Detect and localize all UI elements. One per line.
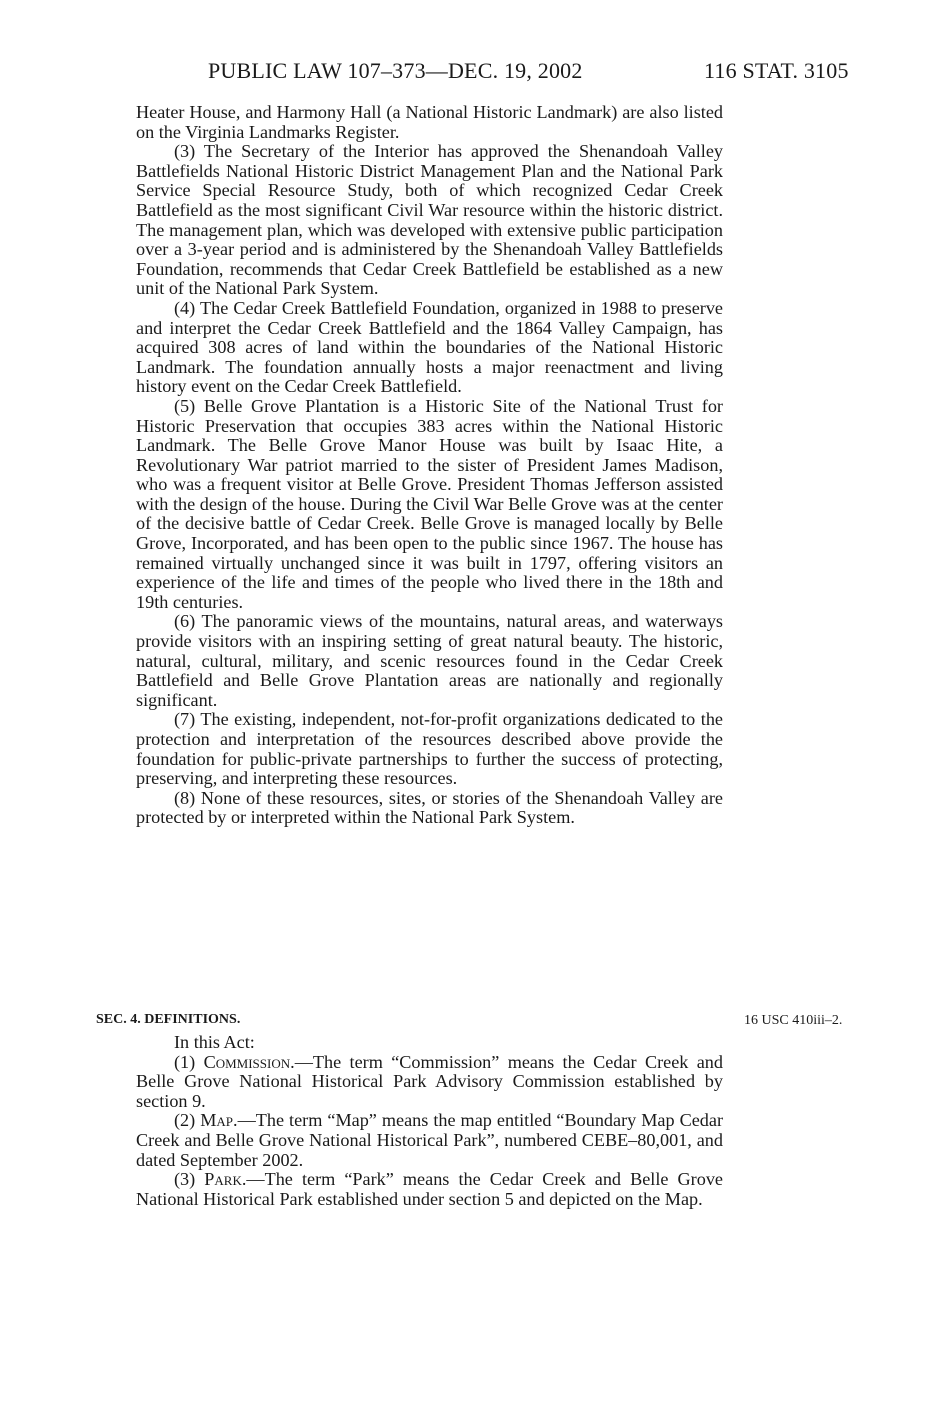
definition-term: Map	[200, 1110, 234, 1131]
definition-term: Park	[204, 1169, 242, 1190]
paragraph-continuation: Heater House, and Harmony Hall (a National Historic Landmark) are also listed on the Virginia Landmarks Register.	[136, 102, 723, 142]
margin-citation: 16 USC 410iii–2.	[744, 1013, 843, 1028]
body-text	[136, 103, 723, 828]
definition-text: .—The term “Commission” means the Cedar Creek and Belle Grove National Historical Park Advisory Commission established by section 9.	[136, 1051, 723, 1111]
definition-term: Commission	[203, 1051, 291, 1072]
definition-park	[136, 1170, 723, 1209]
paragraph-4: (4) The Cedar Creek Battlefield Foundation, organized in 1988 to preserve and interpret the Cedar Creek Battlefield and the 1864 Valley Campaign, has acquired 308 acres of land within the boundaries of the National Historic Landmark. The foundation annually hosts a major reenactment and living history event on the Cedar Creek Battlefield.	[136, 297, 723, 397]
definition-number: (1)	[174, 1051, 196, 1072]
definition-number: (2)	[174, 1110, 196, 1131]
definition-text: .—The term “Map” means the map entitled “Boundary Map Cedar Creek and Belle Grove National Historical Park”, numbered CEBE–80,001, and dated September 2002.	[136, 1110, 724, 1170]
paragraph-3: (3) The Secretary of the Interior has approved the Shenandoah Valley Battlefields National Historic District Management Plan and the National Park Service Special Resource Study, both of which recognized Cedar Creek Battlefield as the most significant Civil War resource within the historic district. The management plan, which was developed with extensive public participation over a 3-year period and is administered by the Shenandoah Valley Battlefields Foundation, recommends that Cedar Creek Battlefield be established as a new unit of the National Park System.	[136, 141, 723, 299]
paragraph-6: (6) The panoramic views of the mountains, natural areas, and waterways provide visitors with an inspiring setting of great natural beauty. The historic, natural, cultural, military, and scenic resources found in the Cedar Creek Battlefield and Belle Grove Plantation areas are nationally and regionally significant.	[136, 611, 723, 710]
definition-number: (3)	[174, 1169, 196, 1190]
paragraph-8: (8) None of these resources, sites, or stories of the Shenandoah Valley are protected by or interpreted within the National Park System.	[136, 787, 723, 828]
definition-text: .—The term “Park” means the Cedar Creek and Belle Grove National Historical Park established under section 5 and depicted on the Map.	[136, 1169, 723, 1209]
section-heading: SEC. 4. DEFINITIONS.	[96, 1012, 241, 1027]
paragraph-5: (5) Belle Grove Plantation is a Historic Site of the National Trust for Historic Preservation that occupies 383 acres within the National Historic Landmark. The Belle Grove Manor House was built by Isaac Hite, a Revolutionary War patriot married to the sister of President James Madison, who was a frequent visitor at Belle Grove. President Thomas Jefferson assisted with the design of the house. During the Civil War Belle Grove was at the center of the decisive battle of Cedar Creek. Belle Grove is managed locally by Belle Grove, Incorporated, and has been open to the public since 1967. The house has remained virtually unchanged since it was built in 1797, offering visitors an experience of the life and times of the people who lived there in the 18th and 19th centuries.	[136, 395, 723, 612]
definitions-intro: In this Act:	[174, 1032, 255, 1052]
page-number: 116 STAT. 3105	[704, 58, 849, 83]
definitions-block	[136, 1033, 723, 1209]
paragraph-7: (7) The existing, independent, not-for-profit organizations dedicated to the protection and interpretation of the resources described above provide the foundation for public-private partnerships to further the success of protecting, preserving, and interpreting these resources.	[136, 709, 723, 789]
page-header	[0, 58, 947, 92]
running-head: PUBLIC LAW 107–373—DEC. 19, 2002	[208, 58, 583, 83]
definition-map	[136, 1111, 723, 1170]
definition-commission	[136, 1053, 723, 1112]
